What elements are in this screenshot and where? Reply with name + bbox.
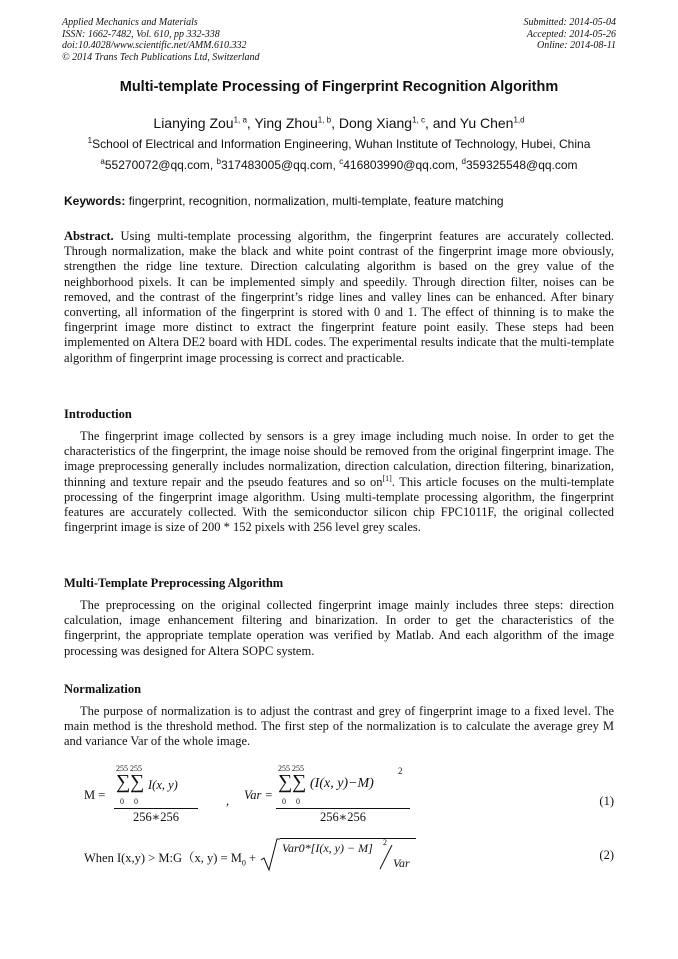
- eq1-var-fraction: [276, 764, 410, 825]
- sum-lower-limit: 0: [120, 797, 124, 806]
- email-address[interactable]: 416803990@qq.com: [343, 158, 455, 172]
- eq2-condition: [84, 848, 256, 868]
- eq1-var-numerator: (I(x, y)−M): [310, 776, 374, 791]
- citation-ref[interactable]: [1]: [382, 473, 392, 483]
- sigma-symbol: ∑: [278, 771, 293, 793]
- accepted-date: Accepted: 2014-05-26: [526, 28, 616, 40]
- equation-number: (1): [599, 794, 614, 808]
- paper-title: Multi-template Processing of Fingerprint Recognition Algorithm: [119, 79, 559, 95]
- eq2-sqrt-denominator: Var: [393, 856, 410, 870]
- eq1-m-denominator: 256∗256: [114, 808, 198, 825]
- eq1-m-fraction: [114, 764, 198, 825]
- email-address[interactable]: 317483005@qq.com: [220, 158, 333, 172]
- affiliation-text: School of Electrical and Information Engineering, Wuhan Institute of Technology, Hubei, China: [92, 137, 591, 151]
- email-sup: a: [100, 157, 105, 166]
- author-sup: 1, b: [317, 115, 332, 125]
- equation-number: (2): [599, 848, 614, 862]
- eq1-comma: ,: [226, 794, 230, 808]
- author-sup: 1, a: [233, 115, 247, 125]
- sum-upper-limit: 255: [278, 764, 290, 773]
- author-sup: 1,d: [513, 115, 525, 125]
- email-sup: c: [339, 157, 344, 166]
- sigma-symbol: ∑: [116, 771, 131, 793]
- equation-1: [64, 764, 614, 832]
- eq2-sqrt-numerator: Var0*[I(x, y) − M]: [282, 841, 373, 855]
- section-heading-normalization: Normalization: [64, 682, 142, 696]
- intro-text: The fingerprint image collected by sensors is a grey image including much noise. In order to get the characteristics of the fingerprint, the image noise should be removed from the original fingerprint image. The image preprocessing generally includes normalization, direction calculation, direction filtering, binarization, thinning and texture repair and the pseudo features and so on: [64, 429, 614, 489]
- sum-lower-limit: 0: [134, 797, 138, 806]
- sigma-symbol: ∑: [130, 771, 145, 793]
- author-name: Ying Zhou: [254, 115, 318, 131]
- eq1-m-numerator: I(x, y): [148, 778, 178, 792]
- slash-divider: [379, 844, 393, 870]
- keywords-label: Keywords:: [64, 194, 126, 208]
- author-sup: 1, c: [412, 115, 425, 125]
- abstract-text: Using multi-template processing algorithm, the fingerprint features are accurately collected. Through normalization, make the black and white point contrast of the fingerprint image more obviously, strengthen the ridge line texture. Direction calculating algorithm is based on the grey value of the neighborhood pixels. It can be implemented simply and speedily. Through direction filter, noises can be removed, and the contrast of the fingerprint’s ridge lines and valley lines can be enhanced. After binary converting, all information of the fingerprint is stored with 0 and 1. The effect of thinning is to make the fingerprint image more distinct to extract the fingerprint feature point easily. These steps had been implemented on Altera DE2 board with HDL codes. The experimental results indicate that the multi-template algorithm of fingerprint image processing is correct and practicable.: [64, 229, 614, 365]
- sigma-symbol: ∑: [292, 771, 307, 793]
- introduction-paragraph: [64, 429, 614, 535]
- section-heading-multi-template: Multi-Template Preprocessing Algorithm: [64, 576, 284, 590]
- eq1-m-lhs: M =: [84, 788, 106, 802]
- author-name: Lianying Zou: [153, 115, 234, 131]
- affiliation-sup: 1: [87, 136, 93, 145]
- eq2-subscript: 0: [241, 858, 246, 868]
- sqrt-overline: [280, 838, 416, 839]
- abstract-label: Abstract.: [64, 229, 114, 243]
- affiliation: [0, 137, 678, 151]
- sqrt-symbol: [260, 838, 280, 872]
- eq1-var-lhs: [244, 788, 273, 803]
- eq2-plus: +: [248, 851, 257, 865]
- eq1-power: 2: [398, 766, 403, 776]
- submitted-date: Submitted: 2014-05-04: [523, 17, 616, 28]
- intro-text-continued: . This article focuses on the multi-template processing of the fingerprint image algorithm. Using multi-template processing algorithm, the fingerprint features are accurately collected. With the semiconductor silicon chip FPC1011F, the original collected fingerprint image is size of 200 * 152 pixels with 256 level grey scales.: [64, 474, 614, 535]
- email-address[interactable]: 55270072@qq.com: [104, 158, 210, 172]
- author-name: Dong Xiang: [338, 115, 413, 131]
- normalization-paragraph: The purpose of normalization is to adjust the contrast and grey of fingerprint image to a fixed level. The main method is the threshold method. The first step of the normalization is to calculate the average grey M and variance Var of the whole image.: [64, 704, 614, 749]
- doi-line[interactable]: doi:10.4028/www.scientific.net/AMM.610.332: [62, 40, 247, 51]
- author-name: Yu Chen: [459, 115, 514, 131]
- journal-meta: [62, 17, 260, 63]
- eq2-power: 2: [383, 838, 387, 847]
- sum-upper-limit: 255: [130, 764, 142, 773]
- journal-name: Applied Mechanics and Materials: [62, 17, 198, 28]
- online-date: Online: 2014-08-11: [537, 40, 616, 51]
- eq2-prefix: When I(x,y) > M:G（x, y) = M: [84, 851, 242, 865]
- sum-upper-limit: 255: [292, 764, 304, 773]
- email-address[interactable]: 359325548@qq.com: [465, 158, 578, 172]
- copyright-line: © 2014 Trans Tech Publications Ltd, Switzerland: [62, 51, 260, 63]
- author-list: Lianying Zou$^{1, a}$, Ying Zhou$^{1, b}$, Dong Xiang$^{1, c}$, and Yu Chen$^{1,d}$: [153, 115, 525, 131]
- sum-lower-limit: 0: [296, 797, 300, 806]
- section-heading-introduction: Introduction: [64, 407, 132, 421]
- sum-upper-limit: 255: [116, 764, 128, 773]
- eq1-var-denominator: 256∗256: [276, 808, 410, 825]
- abstract: [64, 229, 614, 366]
- sum-lower-limit: 0: [282, 797, 286, 806]
- var-symbol: Var =: [244, 788, 273, 802]
- email-sup: b: [216, 157, 221, 166]
- keywords-text: fingerprint, recognition, normalization, multi-template, feature matching: [128, 194, 504, 208]
- email-list: $^a$55270072@qq.com, $^b$317483005@qq.com, $^c$416803990@qq.com, $^d$359325548@qq.com: [100, 157, 578, 172]
- dates-meta: [524, 17, 617, 52]
- keywords: [64, 194, 504, 208]
- equation-2: [64, 838, 614, 874]
- email-sup: d: [461, 157, 466, 166]
- eq2-sqrt: [260, 838, 420, 872]
- multi-template-paragraph: The preprocessing on the original collected fingerprint image mainly includes three steps: direction calculation, image enhancement filtering and binarization. In order to get the characteristics of the fingerprint, the appropriate template operation was verified by Matlab. And each algorithm of the image processing was designed for Altera SOPC system.: [64, 598, 614, 658]
- issn-line: ISSN: 1662-7482, Vol. 610, pp 332-338: [62, 28, 220, 40]
